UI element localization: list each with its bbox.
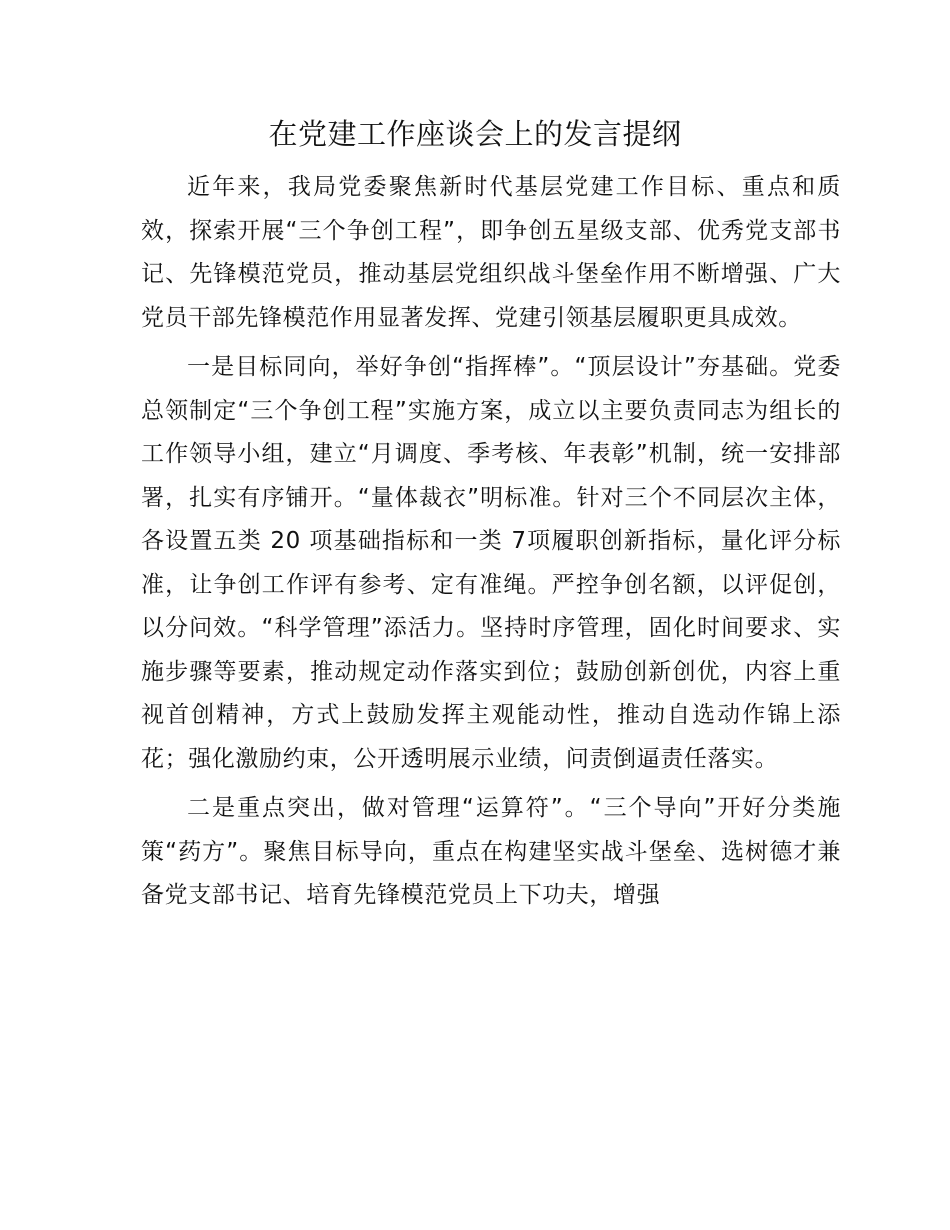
paragraph-key-focus: 二是重点突出，做对管理“运算符”。“三个导向”开好分类施策“药方”。聚焦目标导向，重点在构建坚实战斗堡垒、选树德才兼备党支部书记、培育先锋模范党员上下功夫，增强 <box>141 795 841 908</box>
paragraph-goal-alignment: 一是目标同向，举好争创“指挥棒”。“顶层设计”夯基础。党委总领制定“三个争创工程”实施方案，成立以主要负责同志为组长的工作领导小组，建立“月调度、季考核、年表彰”机制，统一安排部署，扎实有序铺开。“量体裁衣”明标准。针对三个不同层次主体，各设置五类 20 项基础指标和一类 7项履职创新指标，量化评分标准，让争创工作评有参考、定有准绳。严控争创名额，以评促创，以分问效。“科学管理”添活力。坚持时序管理，固化时间要求、实施步骤等要素，推动规定动作落实到位；鼓励创新创优，内容上重视首创精神，方式上鼓励发挥主观能动性，推动自选动作锦上添花；强化激励约束，公开透明展示业绩，问责倒逼责任落实。 <box>141 354 841 772</box>
paragraph-intro: 近年来，我局党委聚焦新时代基层党建工作目标、重点和质效，探索开展“三个争创工程”，即争创五星级支部、优秀党支部书记、先锋模范党员，推动基层党组织战斗堡垒作用不断增强、广大党员干部先锋模范作用显著发挥、党建引领基层履职更具成效。 <box>141 174 841 331</box>
document-body <box>141 166 841 924</box>
document-title: 在党建工作座谈会上的发言提纲 <box>268 117 682 151</box>
